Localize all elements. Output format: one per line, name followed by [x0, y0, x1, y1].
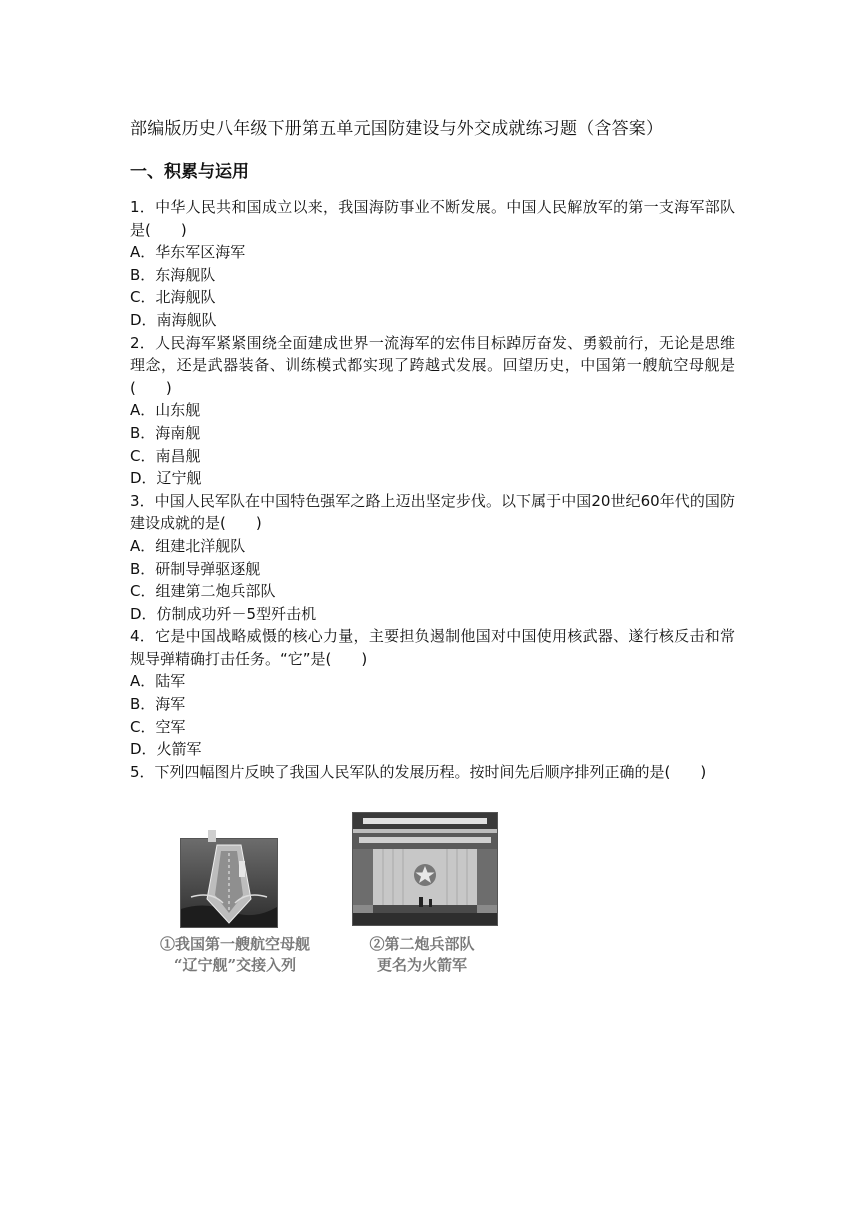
question-1 [130, 196, 735, 332]
question-3 [130, 490, 735, 626]
carrier-island [208, 830, 216, 842]
question-stem: 3．中国人民军队在中国特色强军之路上迈出坚定步伐。以下属于中国20世纪60年代的国防建设成就的是( ) [130, 491, 735, 533]
question-stem: 1．中华人民共和国成立以来，我国海防事业不断发展。中国人民解放军的第一支海军部队是( ) [130, 198, 735, 239]
question-stem: 2．人民海军紧紧围绕全面建成世界一流海军的宏伟目标踔厉奋发、勇毅前行，无论是思维理念，还是武器装备、训练模式都实现了跨越式发展。回望历史，中国第一艘航空母舰是( ) [130, 333, 735, 397]
question-4 [130, 625, 735, 761]
option-b: B．海南舰 [130, 423, 201, 442]
option-a: A．华东军区海军 [130, 243, 246, 262]
question-5 [130, 761, 735, 784]
figure-caption-line2: 更名为火箭军 [376, 956, 467, 974]
option-d: D．南海舰队 [130, 310, 217, 329]
document-title: 部编版历史八年级下册第五单元国防建设与外交成就练习题（含答案） [130, 119, 664, 139]
option-d: D．辽宁舰 [130, 469, 202, 488]
section-heading: 一、积累与运用 [130, 162, 249, 182]
option-c: C．组建第二炮兵部队 [130, 582, 276, 601]
figure-caption-line1: ①我国第一艘航空母舰 [159, 935, 310, 953]
figure-row [140, 812, 520, 982]
question-2 [130, 332, 735, 490]
option-b: B．东海舰队 [130, 265, 216, 284]
ceremony-image [353, 813, 497, 925]
option-c: C．北海舰队 [130, 288, 216, 307]
question-stem: 4．它是中国战略威慑的核心力量，主要担负遏制他国对中国使用核武器、遂行核反击和常规导弹精确打击任务。“它”是( ) [130, 627, 735, 668]
question-stem: 5．下列四幅图片反映了我国人民军队的发展历程。按时间先后顺序排列正确的是( ) [130, 762, 707, 781]
option-c: C．南昌舰 [130, 446, 201, 465]
option-b: B．海军 [130, 695, 186, 714]
option-a: A．山东舰 [130, 401, 201, 420]
option-a: A．陆军 [130, 672, 186, 691]
option-a: A．组建北洋舰队 [130, 536, 246, 555]
carrier-photo [180, 838, 278, 928]
option-d: D．仿制成功歼－5型歼击机 [130, 604, 317, 623]
carrier-image [181, 839, 277, 927]
option-b: B．研制导弹驱逐舰 [130, 559, 261, 578]
option-d: D．火箭军 [130, 740, 202, 759]
figure-caption-line2: “辽宁舰”交接入列 [173, 956, 297, 974]
figure-caption-line1: ②第二炮兵部队 [369, 935, 475, 953]
option-c: C．空军 [130, 717, 186, 736]
question-list [130, 196, 735, 783]
ceremony-photo [352, 812, 498, 926]
